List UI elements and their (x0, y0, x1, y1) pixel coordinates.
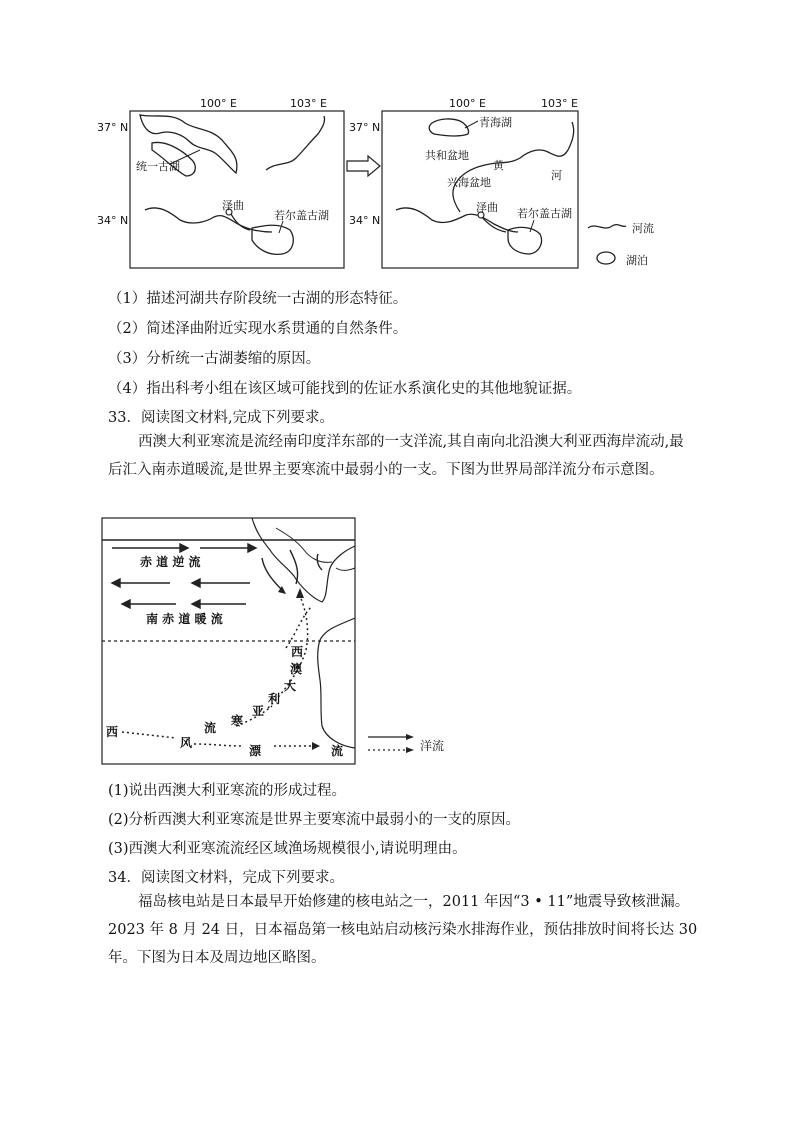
legend-lake-label: 湖泊 (626, 254, 648, 267)
lat-label-37-right: 37° N (349, 121, 381, 134)
west-wind-drift (122, 732, 312, 746)
q32-item-1: （1）描述河湖共存阶段统一古湖的形态特征。 (108, 291, 408, 307)
label-wa-3: 利 (268, 692, 281, 706)
label-unified-ancient-lake: 统一古湖 (136, 160, 180, 173)
q32-item-2: （2）简述泽曲附近实现水系贯通的自然条件。 (108, 321, 408, 337)
equatorial-counter-current-arrows (112, 544, 256, 552)
label-south-equatorial-current: 南 赤 道 暖 流 (146, 612, 223, 626)
lon-label-103-left: 103° E (290, 97, 327, 110)
left-map-frame (130, 111, 344, 268)
legend-river-symbol (588, 225, 626, 228)
label-xinghai-basin: 兴海盆地 (447, 176, 491, 189)
label-wwd-3: 流 (331, 744, 344, 758)
river-lake-maps (0, 0, 800, 282)
west-australia-current-branch (286, 606, 312, 648)
label-huang: 黄 (493, 159, 504, 172)
q33-item-2: (2)分析西澳大利亚寒流是世界主要寒流中最弱小的一支的原因。 (108, 812, 521, 828)
legend-lake-symbol (597, 252, 615, 264)
lat-label-37-left: 37° N (97, 121, 129, 134)
lon-label-100-right: 100° E (449, 97, 486, 110)
label-zequ-right: 泽曲 (476, 201, 498, 214)
label-wa-2: 大 (284, 679, 297, 693)
leader-line-qinghai (465, 121, 478, 128)
ocean-current-map-svg (0, 510, 800, 772)
label-gonghe-basin: 共和盆地 (425, 149, 469, 162)
label-wwd-0: 西 (106, 725, 119, 739)
lon-label-103-right: 103° E (541, 97, 578, 110)
label-ruoergai-left: 若尔盖古湖 (274, 209, 329, 222)
label-wwd-2: 漂 (249, 744, 262, 758)
label-wwd-1: 风 (180, 736, 193, 750)
q32-item-4: （4）指出科考小组在该区域可能找到的佐证水系演化史的其他地貌证据。 (108, 381, 582, 397)
ocean-current-map (0, 510, 800, 772)
qinghai-lake (429, 119, 468, 136)
q34-paragraph: 福岛核电站是日本最早开始修建的核电站之一，2011 年因“3 • 11”地震导致核泄漏。2023 年 8 月 24 日，日本福岛第一核电站启动核污染水排海作业，预估排放时间将长达 30 年。下图为日本及周边地区略图。 (108, 894, 698, 966)
lat-label-34-left: 34° N (97, 214, 129, 227)
legend-river-label: 河流 (632, 222, 654, 235)
right-river-south (396, 208, 518, 232)
label-zequ-left: 泽曲 (222, 199, 244, 212)
q33-item-3: (3)西澳大利亚寒流流经区域渔场规模很小,请说明理由。 (108, 841, 467, 857)
river-lake-maps-svg (0, 0, 800, 282)
ruoergai-ancient-lake-left (252, 225, 293, 254)
q32-item-3: （3）分析统一古湖萎缩的原因。 (108, 351, 321, 367)
lat-label-34-right: 34° N (349, 214, 381, 227)
australia-west-coast (318, 618, 355, 748)
island-coast (336, 568, 355, 570)
south-equatorial-current-arrows (112, 579, 250, 608)
land-coast-1 (252, 518, 355, 602)
label-he: 河 (551, 169, 562, 182)
label-wa-0: 西 (291, 645, 304, 659)
land-coast-2 (276, 528, 332, 562)
evolution-arrow (347, 156, 380, 176)
label-equatorial-counter-current: 赤 道 逆 流 (140, 555, 201, 569)
q33-heading: 33．阅读图文材料,完成下列要求。 (108, 410, 335, 426)
label-wa-5: 寒 (231, 714, 244, 728)
label-ruoergai-right: 若尔盖古湖 (517, 207, 572, 220)
label-qinghai-lake: 青海湖 (479, 116, 512, 129)
label-wa-4: 亚 (252, 704, 265, 718)
label-wa-6: 流 (204, 721, 217, 735)
q34-heading: 34．阅读图文材料，完成下列要求。 (108, 870, 344, 886)
q33-item-1: (1)说出西澳大利亚寒流的形成过程。 (108, 783, 347, 799)
curved-current-1 (262, 558, 282, 590)
label-wa-1: 澳 (290, 662, 303, 676)
q33-paragraph: 西澳大利亚寒流是流经南印度洋东部的一支洋流,其自南向北沿澳大利亚西海岸流动,最后汇入南赤道暖流,是世界主要寒流中最弱小的一支。下图为世界局部洋流分布示意图。 (108, 434, 684, 478)
lon-label-100-left: 100° E (200, 97, 237, 110)
left-river-east (266, 116, 325, 170)
legend-ocean-current-label: 洋流 (420, 739, 445, 753)
